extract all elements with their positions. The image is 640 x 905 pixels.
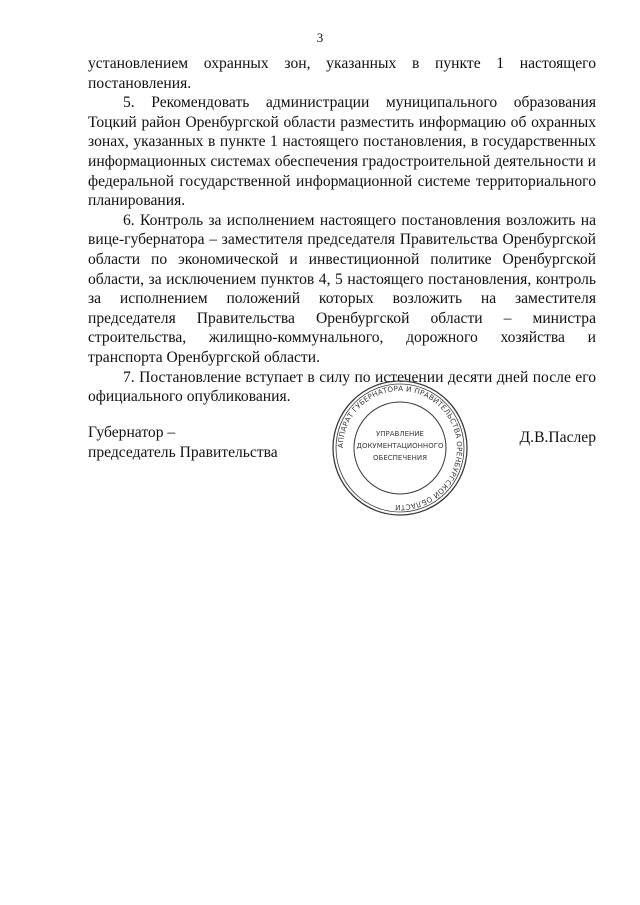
official-stamp-seal [330, 378, 470, 518]
paragraph-continuation: установлением охранных зон, указанных в пункте 1 настоящего постановления. [88, 55, 596, 92]
signatory-position-line1: Губернатор – [88, 424, 176, 441]
paragraph-item-7: 7. Постановление вступает в силу по истечении десяти дней после его официального опубликования. [88, 368, 596, 406]
stamp-center-line3: ОБЕСПЕЧЕНИЯ [373, 454, 427, 462]
document-body [88, 54, 596, 407]
stamp-center-line2: ДОКУМЕНТАЦИОННОГО [356, 442, 444, 450]
stamp-ring-text: АППАРАТ ГУБЕРНАТОРА И ПРАВИТЕЛЬСТВА ОРЕНБУРГСКОЙ ОБЛАСТИ [335, 383, 465, 513]
signatory-position [88, 423, 278, 462]
page-number: 3 [316, 30, 324, 45]
paragraph-item-6: 6. Контроль за исполнением настоящего постановления возложить на вице-губернатора – заместителя председателя Правительства Оренбургской области по экономической и инвестиционной политике Оренбургской области, за исключением пунктов 4, 5 настоящего постановления, контроль за исполнением положений которых возложить на заместителя председателя Правительства Оренбургской области – министра строительства, жилищно-коммунального, дорожного хозяйства и транспорта Оренбургской области. [88, 211, 596, 366]
official-stamp [330, 378, 470, 518]
stamp-center-line1: УПРАВЛЕНИЕ [376, 430, 424, 438]
paragraph-item-5: 5. Рекомендовать администрации муниципального образования Тоцкий район Оренбургской области разместить информацию об охранных зонах, указанных в пункте 1 настоящего постановления, в государственных информационных системах обеспечения градостроительной деятельности и федеральной государственной информационной системе территориального планирования. [88, 94, 596, 210]
signatory-position-line2: председатель Правительства [88, 443, 278, 461]
signatory-name: Д.В.Паслер [519, 429, 596, 446]
